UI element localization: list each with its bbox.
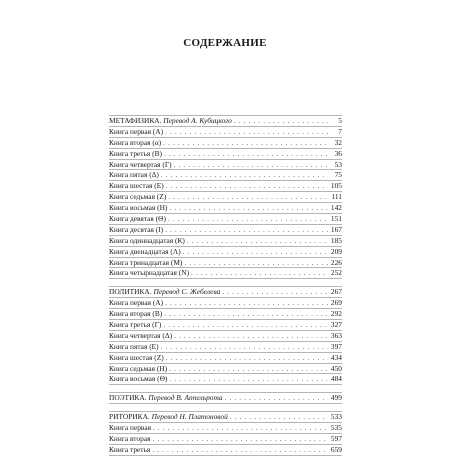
toc-entry-label: Книга вторая (В) xyxy=(109,309,163,319)
leader-dots xyxy=(223,393,328,403)
leader-dots xyxy=(163,225,328,235)
toc-entry-row xyxy=(109,192,342,203)
toc-entry-row xyxy=(109,203,342,214)
toc-entry-label: Книга четвертая (Г) xyxy=(109,159,172,169)
leader-dots xyxy=(167,203,328,213)
toc-section-label xyxy=(109,393,223,403)
leader-dots xyxy=(182,258,328,268)
toc-page-number: 105 xyxy=(330,181,342,191)
toc-entry-label: Книга вторая (α) xyxy=(109,137,162,147)
toc-entry-label: Книга девятая (Θ) xyxy=(109,214,166,223)
section-translator: Перевод Н. Платоновой xyxy=(151,412,228,422)
leader-dots xyxy=(163,127,328,137)
toc-page-number: 142 xyxy=(330,203,342,213)
leader-dots xyxy=(167,374,328,384)
toc-page-number: 226 xyxy=(330,257,342,267)
toc-entry-label: Книга одиннадцатая (К) xyxy=(109,235,185,245)
leader-dots xyxy=(151,423,328,433)
page-title: СОДЕРЖАНИЕ xyxy=(183,37,267,49)
toc-entry-label: Книга вторая xyxy=(109,434,151,444)
toc-entry-label: Книга шестая (Е) xyxy=(109,181,164,191)
toc-page-number: 434 xyxy=(330,352,342,362)
section-gap xyxy=(109,385,342,393)
toc-section-row xyxy=(109,115,342,127)
section-name: ПОЛИТИКА. xyxy=(109,287,152,297)
leader-dots xyxy=(167,364,328,374)
toc-entry-label: Книга третья (В) xyxy=(109,148,162,158)
toc-entry-row xyxy=(109,160,342,171)
leader-dots xyxy=(172,160,328,170)
toc-entry-row xyxy=(109,149,342,160)
toc-page-number: 533 xyxy=(330,412,342,422)
leader-dots xyxy=(151,434,328,444)
toc-entry-label: Книга третья (Г) xyxy=(109,320,162,330)
toc-section-row xyxy=(109,412,342,423)
toc-section-row xyxy=(109,393,342,404)
toc-page-number: 267 xyxy=(330,287,342,297)
toc-page-number: 292 xyxy=(330,309,342,319)
toc-page-number: 397 xyxy=(330,341,342,351)
section-translator: Перевод С. Жебелева xyxy=(153,287,221,297)
toc-page-number: 36 xyxy=(334,148,342,158)
leader-dots xyxy=(172,331,328,341)
leader-dots xyxy=(166,214,328,224)
toc-entry-row xyxy=(109,138,342,149)
toc-page-number: 327 xyxy=(330,320,342,330)
toc-entry-row xyxy=(109,342,342,353)
toc-page-number: 53 xyxy=(334,159,342,169)
section-name: МЕТАФИЗИКА. xyxy=(109,115,162,125)
toc-entry-label: Книга первая xyxy=(109,423,152,433)
section-gap xyxy=(109,279,342,287)
leader-dots xyxy=(185,236,328,246)
toc-page-number: 252 xyxy=(330,268,342,278)
leader-dots xyxy=(159,170,328,180)
toc-entry-row xyxy=(109,214,342,225)
toc-page-number: 450 xyxy=(330,363,342,373)
section-translator: Перевод А. Кубицкого xyxy=(163,115,232,125)
leader-dots xyxy=(181,247,328,257)
toc-entry-row xyxy=(109,364,342,375)
toc-entry-row xyxy=(109,434,342,445)
toc-entry-row xyxy=(109,331,342,342)
toc-entry-label: Книга первая (А) xyxy=(109,126,164,136)
toc-entry-row xyxy=(109,247,342,258)
toc-entry-label: Книга четырнадцатая (N) xyxy=(109,268,190,278)
toc-entry-row xyxy=(109,353,342,364)
leader-dots xyxy=(164,181,328,191)
leader-dots xyxy=(161,320,328,330)
leader-dots xyxy=(159,342,328,352)
toc-entry-label: Книга четвертая (Δ) xyxy=(109,330,173,340)
leader-dots xyxy=(164,353,328,363)
toc-entry-row xyxy=(109,309,342,320)
toc-page-number: 7 xyxy=(338,126,342,136)
toc-page-number: 5 xyxy=(338,115,342,125)
toc-entry-label: Книга шестая (Z) xyxy=(109,352,164,362)
toc-section-label xyxy=(109,116,232,126)
leader-dots xyxy=(162,309,328,319)
toc-page-number: 499 xyxy=(330,393,342,403)
toc-entry-row xyxy=(109,320,342,331)
leader-dots xyxy=(166,192,328,202)
toc-page-number: 167 xyxy=(330,224,342,234)
toc-page-number: 151 xyxy=(330,214,342,223)
section-gap xyxy=(109,404,342,412)
toc-entry-row xyxy=(109,258,342,269)
toc-page-number: 363 xyxy=(330,330,342,340)
toc-entry-row xyxy=(109,170,342,181)
toc-entry-row xyxy=(109,236,342,247)
toc-entry-label: Книга первая (А) xyxy=(109,298,164,308)
toc-entry-row xyxy=(109,298,342,309)
leader-dots xyxy=(161,138,328,148)
table-of-contents xyxy=(109,115,342,456)
toc-page-number: 185 xyxy=(330,235,342,245)
toc-section-label xyxy=(109,287,220,297)
leader-dots xyxy=(228,412,328,422)
toc-entry-label: Книга восьмая (Θ) xyxy=(109,374,168,384)
toc-page-number: 32 xyxy=(334,137,342,147)
toc-page-number: 597 xyxy=(330,434,342,444)
toc-entry-label: Книга десятая (I) xyxy=(109,224,164,234)
toc-page-number: 269 xyxy=(330,298,342,308)
toc-page-number: 484 xyxy=(330,374,342,384)
toc-section-row xyxy=(109,287,342,298)
toc-page-number: 111 xyxy=(331,192,342,202)
toc-page-number: 75 xyxy=(334,170,342,180)
toc-page-number: 535 xyxy=(330,423,342,433)
section-translator: Перевод В. Аппельрота xyxy=(148,393,223,403)
toc-entry-row xyxy=(109,445,342,456)
toc-entry-label: Книга двенадцатая (Λ) xyxy=(109,246,181,256)
toc-entry-label: Книга восьмая (Н) xyxy=(109,203,168,213)
toc-entry-label: Книга пятая (Δ) xyxy=(109,170,159,180)
toc-entry-row xyxy=(109,181,342,192)
toc-section-label xyxy=(109,412,228,422)
section-name: ПОЭТИКА. xyxy=(109,393,147,403)
leader-dots xyxy=(220,287,328,297)
leader-dots xyxy=(189,268,328,278)
section-name: РИТОРИКА. xyxy=(109,412,150,422)
leader-dots xyxy=(162,149,328,159)
toc-entry-row xyxy=(109,225,342,236)
toc-entry-label: Книга третья xyxy=(109,444,151,454)
leader-dots xyxy=(163,298,328,308)
toc-entry-row xyxy=(109,127,342,138)
leader-dots xyxy=(232,116,328,126)
toc-page-number: 659 xyxy=(330,444,342,454)
toc-entry-row xyxy=(109,268,342,279)
toc-entry-label: Книга тринадцатая (М) xyxy=(109,257,183,267)
toc-entry-label: Книга пятая (Е) xyxy=(109,341,159,351)
toc-entry-label: Книга седьмая (Z) xyxy=(109,192,167,202)
toc-entry-row xyxy=(109,423,342,434)
toc-entry-row xyxy=(109,374,342,385)
toc-entry-label: Книга седьмая (Н) xyxy=(109,363,168,373)
toc-page-number: 209 xyxy=(330,246,342,256)
